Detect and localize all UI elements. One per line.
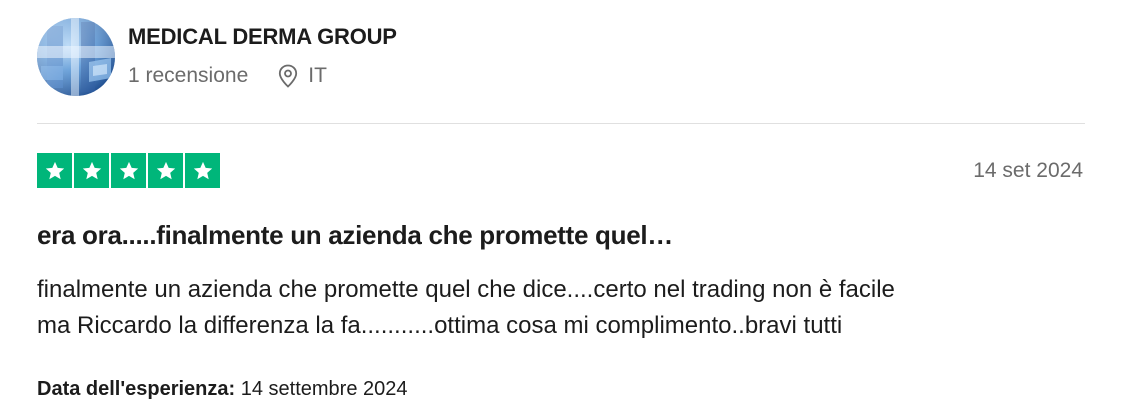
location-pin-icon (278, 64, 298, 88)
experience-label: Data dell'esperienza: (37, 378, 236, 400)
reviewer-avatar[interactable] (37, 18, 115, 96)
star-5 (185, 153, 220, 188)
review-date: 14 set 2024 (973, 159, 1083, 182)
review-count: 1 recensione (128, 64, 249, 87)
experience-value: 14 settembre 2024 (240, 378, 408, 400)
reviewer-meta (128, 62, 327, 90)
reviewer-name[interactable]: MEDICAL DERMA GROUP (128, 24, 397, 49)
star-2 (74, 153, 109, 188)
star-3 (111, 153, 146, 188)
star-1 (37, 153, 72, 188)
review-body-line: ma Riccardo la differenza la fa...........ottima cosa mi complimento..bravi tutti (37, 312, 843, 339)
company-logo-avatar-icon (37, 18, 115, 96)
review-body (37, 272, 1087, 344)
star-rating (37, 153, 220, 188)
reviewer-country: IT (308, 64, 327, 87)
review-title[interactable]: era ora.....finalmente un azienda che promette quel… (37, 220, 674, 250)
star-4 (148, 153, 183, 188)
star-icon (44, 160, 66, 182)
reviewer-location (278, 64, 327, 88)
star-icon (192, 160, 214, 182)
star-icon (155, 160, 177, 182)
review-body-line: finalmente un azienda che promette quel che dice....certo nel trading non è facile (37, 276, 895, 303)
star-icon (81, 160, 103, 182)
divider (37, 123, 1085, 124)
experience-date (37, 378, 408, 401)
star-icon (118, 160, 140, 182)
